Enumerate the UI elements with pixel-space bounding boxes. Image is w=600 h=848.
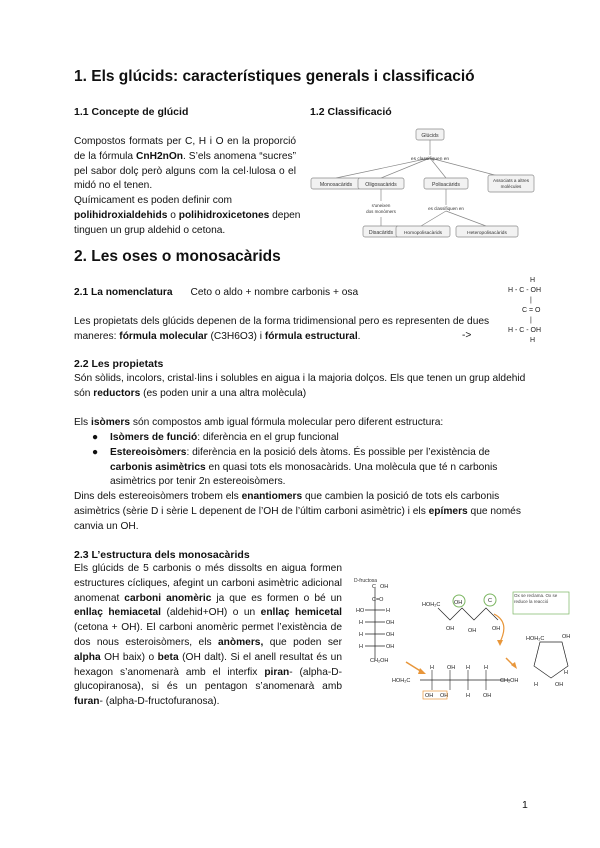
svg-text:H: H bbox=[534, 682, 538, 688]
properties-paragraph: Són sòlids, incolors, cristal·lins i solubles en aigua i la majoria dolços. Els que tenen un grup aldehid són reductors (es poden unir a una altra molècula) bbox=[74, 373, 526, 399]
svg-text:HOH₂C: HOH₂C bbox=[392, 678, 411, 684]
struct-line: | bbox=[530, 317, 532, 324]
open-chain-structure bbox=[422, 592, 569, 646]
svg-text:H: H bbox=[359, 632, 363, 638]
figure-note: Ox se reclama. Ox se reduce la reacció bbox=[514, 593, 558, 604]
subheading-1-2: 1.2 Classificació bbox=[310, 106, 392, 118]
svg-text:OH: OH bbox=[386, 632, 395, 638]
svg-text:H: H bbox=[430, 665, 434, 671]
svg-text:OH: OH bbox=[386, 644, 395, 650]
svg-text:H: H bbox=[386, 608, 390, 614]
struct-line: C = O bbox=[522, 307, 541, 314]
svg-text:OH: OH bbox=[562, 634, 571, 640]
structural-formula bbox=[508, 276, 588, 346]
isomers-paragraph: Els isòmers són compostos amb igual fórmula molecular pero diferent estructura: bbox=[74, 417, 444, 428]
subheading-2-2: 2.2 Les propietats bbox=[74, 358, 164, 370]
concept-paragraph-2: Químicament es poden definir com polihidroxialdehids o polihidroxicetones depen tinguen un grup aldehid o cetona. bbox=[74, 195, 301, 236]
classification-diagram bbox=[306, 123, 536, 243]
struct-line: H - C - OH bbox=[508, 327, 542, 334]
edge-label-uneixen: s'uneixen bbox=[371, 203, 391, 208]
svg-text:OH: OH bbox=[454, 600, 463, 606]
svg-text:OH: OH bbox=[386, 620, 395, 626]
stereoisomers-paragraph: Dins dels estereoisòmers trobem els enantiomers que cambien la posició de tots els carbonis asimètrics (sèrie D i sèrie L depenent de l’OH de l’últim carboni asimètric) i els epímers que només canvia un OH. bbox=[74, 491, 521, 532]
list-item: ● Estereoisòmers: diferència en la posició dels àtoms. És possible per l’existència de carbonis asimètrics en quasi tots els monosacàrids. Una molècula que té n carbonis asimètrics por tenir 2n estereoisòmers. bbox=[92, 446, 498, 488]
svg-text:OH: OH bbox=[446, 626, 455, 632]
figure-label: D-fructosa bbox=[354, 578, 378, 584]
node-monosacarids: Monosacàrids bbox=[319, 182, 353, 188]
node-heteropolisacarids: Heteropolisacàrids bbox=[467, 231, 507, 236]
svg-text:OH: OH bbox=[447, 665, 456, 671]
struct-line: H bbox=[530, 337, 536, 344]
svg-text:C=O: C=O bbox=[372, 597, 384, 603]
struct-line: H - C - OH bbox=[508, 287, 542, 294]
svg-text:OH: OH bbox=[468, 628, 477, 634]
node-polisacarids: Polisacàrids bbox=[432, 182, 460, 188]
list-item: ● Isòmers de funció: diferència en el grup funcional bbox=[92, 432, 339, 443]
svg-text:OH: OH bbox=[425, 693, 434, 699]
svg-text:HO: HO bbox=[356, 608, 365, 614]
node-oligosacarids: Oligosacàrids bbox=[365, 182, 397, 188]
structure-paragraph: Els glúcids de 5 carbonis o més dissolts en aigua formen estructures cícliques, afegint un carboni asimètric adicional anomenat carboni anomèric ja que es formen o bé un enllaç hemiacetal (aldehid+OH) o un enllaç hemicetal (cetona + OH). El carboni anomèric permet l’existència de dos nous esteroisòmers, els anòmers, que poden ser alpha OH baix) o beta (OH dalt). Si el anell resultat és un hexagon s’anomenarà amb el interfix piran- (alpha-D-glucopiranosa), si és un pentagon s’anomenarà amb furan- (alpha-D-fructofuranosa). bbox=[74, 563, 343, 708]
svg-text:H: H bbox=[359, 620, 363, 626]
node-associats-line2: molècules bbox=[500, 184, 522, 189]
cyclization-figure bbox=[350, 574, 590, 704]
node-associats-line1: Associats a altres bbox=[493, 178, 529, 183]
orange-arrows bbox=[406, 658, 517, 674]
edge-label-classify: es classifiquen en bbox=[410, 157, 450, 162]
svg-text:H: H bbox=[484, 665, 488, 671]
svg-text:C: C bbox=[488, 598, 492, 604]
formula-arrow: -> bbox=[462, 330, 472, 341]
furanose-ring bbox=[526, 634, 570, 688]
subheading-2-3: 2.3 L’estructura dels monosacàrids bbox=[74, 549, 250, 561]
svg-text:OH: OH bbox=[555, 682, 564, 688]
svg-text:C: C bbox=[372, 584, 376, 590]
svg-text:CH₂OH: CH₂OH bbox=[370, 658, 389, 664]
svg-text:H: H bbox=[466, 665, 470, 671]
page-number: 1 bbox=[522, 799, 528, 811]
svg-text:OH: OH bbox=[483, 693, 492, 699]
svg-text:H: H bbox=[564, 670, 568, 676]
node-disacarids: Disacàrids bbox=[368, 230, 394, 236]
node-homopolisacarids: Homopolisacàrids bbox=[403, 231, 443, 236]
svg-text:OH: OH bbox=[492, 626, 501, 632]
struct-line: | bbox=[530, 297, 532, 304]
chain-structure bbox=[392, 665, 518, 699]
edge-label-poli-classify: es classifiquen en bbox=[428, 206, 464, 211]
svg-text:HOH₂C: HOH₂C bbox=[526, 636, 545, 642]
isomers-list bbox=[74, 431, 530, 490]
nomenclature-paragraph: Les propietats dels glúcids depenen de la forma tridimensional pero es representen de dues maneres: fórmula molecular (C3H6O3) i fórmula estructural. bbox=[74, 316, 490, 342]
svg-text:H: H bbox=[359, 644, 363, 650]
svg-text:OH: OH bbox=[380, 584, 389, 590]
nomenclature-line: 2.1 La nomenclatura Ceto o aldo + nombre carbonis + osa bbox=[74, 287, 359, 298]
struct-line: H bbox=[530, 277, 536, 284]
svg-text:H: H bbox=[466, 693, 470, 699]
edge-label-monomers: dos monòmers bbox=[366, 209, 396, 214]
concept-paragraph-1: Compostos formats per C, H i O en la proporció de la fórmula CnH2nOn. S’els anomena “sucres” pel sabor dolç però alguns com la cel·lulosa o el midó no el tenen. bbox=[74, 136, 296, 192]
section-heading-1: 1. Els glúcids: característiques generals i classificació bbox=[74, 68, 475, 85]
svg-text:HOH₂C: HOH₂C bbox=[422, 602, 441, 608]
svg-text:CH₂OH: CH₂OH bbox=[500, 678, 519, 684]
section-heading-2: 2. Les oses o monosacàrids bbox=[74, 248, 281, 265]
subheading-1-1: 1.1 Concepte de glúcid bbox=[74, 106, 189, 118]
node-glucids: Glúcids bbox=[421, 133, 439, 139]
fischer-projection bbox=[356, 584, 394, 664]
svg-text:OH: OH bbox=[440, 693, 449, 699]
